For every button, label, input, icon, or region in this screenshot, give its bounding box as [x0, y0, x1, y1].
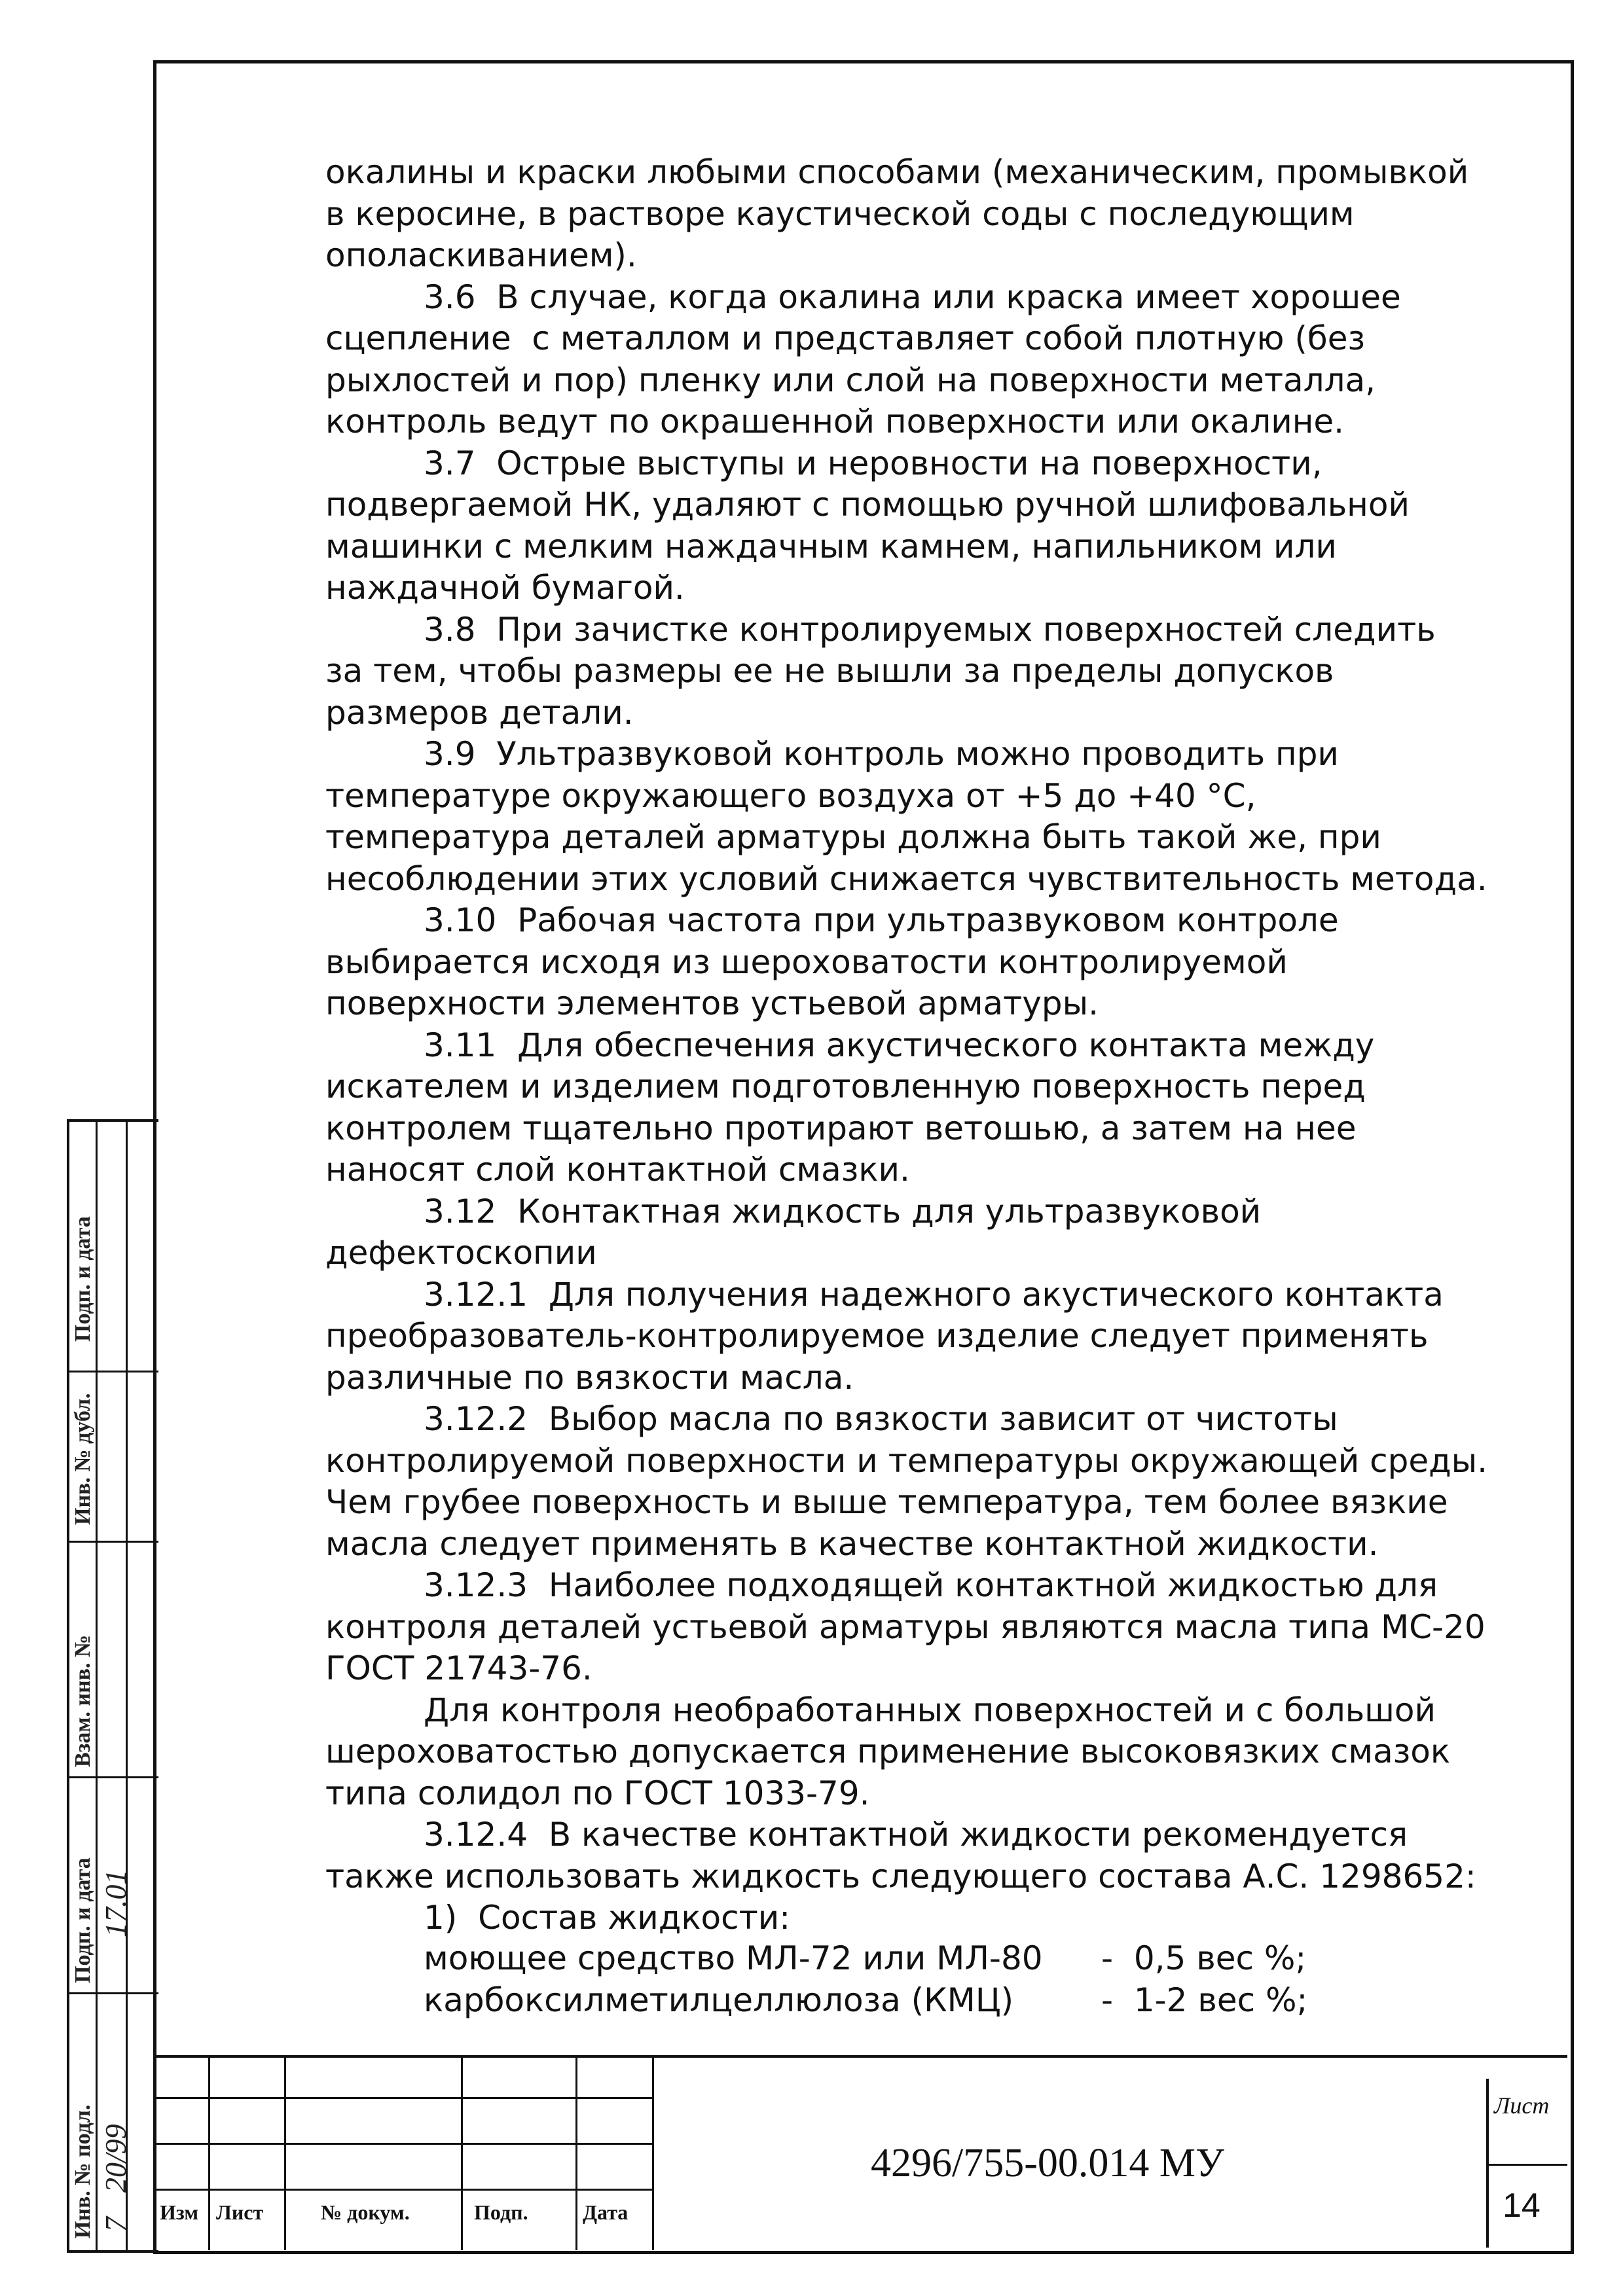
- tb-divider: [284, 2058, 286, 2250]
- text-line: 3.12.4 В качестве контактной жидкости рекомендуется: [424, 1816, 1408, 1854]
- text-line: размеров детали.: [325, 693, 634, 732]
- text-line: также использовать жидкость следующего состава А.С. 1298652:: [325, 1857, 1476, 1895]
- text-line: различные по вязкости масла.: [325, 1358, 854, 1397]
- text-line: 3.12.2 Выбор масла по вязкости зависит от чистоты: [424, 1400, 1338, 1438]
- text-line: за тем, чтобы размеры ее не вышли за пределы допусков: [325, 652, 1334, 690]
- tb-divider: [575, 2058, 577, 2250]
- text-line: поверхности элементов устьевой арматуры.: [325, 984, 1099, 1022]
- composition-row: [325, 1981, 1465, 2023]
- text-line: контроля деталей устьевой арматуры являются масла типа МС-20: [325, 1607, 1486, 1646]
- component-name: моющее средство МЛ-72 или МЛ-80: [424, 1939, 1043, 1977]
- tb-col-izm: Изм: [160, 2200, 199, 2224]
- text-line: контролируемой поверхности и температуры окружающей среды.: [325, 1441, 1488, 1480]
- label-vzam-inv: Взам. инв. №: [71, 1634, 95, 1767]
- label-inv-podl: Инв. № подл.: [71, 2104, 95, 2238]
- label-podp-data: Подп. и дата: [71, 1216, 95, 1342]
- sheet-separator: [1486, 2164, 1567, 2166]
- label-inv-dubl: Инв. № дубл.: [71, 1393, 95, 1525]
- title-block-top-line: [654, 2055, 1567, 2058]
- text-line: типа солидол по ГОСТ 1033-79.: [325, 1774, 870, 1812]
- sheet-number: 14: [1503, 2187, 1541, 2225]
- text-line: искателем и изделием подготовленную поверхность перед: [325, 1067, 1366, 1105]
- tb-row-divider: [153, 2097, 654, 2099]
- text-line: 3.8 При зачистке контролируемых поверхностей следить: [424, 610, 1436, 649]
- sign-date: 17.01: [99, 1869, 132, 1937]
- tb-row-divider: [153, 2143, 654, 2145]
- tb-divider: [652, 2058, 654, 2250]
- text-line: окалины и краски любыми способами (механическим, промывкой: [325, 153, 1469, 191]
- margin-row-divider: [69, 1371, 158, 1372]
- text-line: ГОСТ 21743-76.: [325, 1649, 593, 1687]
- text-line: дефектоскопии: [325, 1234, 597, 1272]
- tb-col-podp: Подп.: [474, 2200, 528, 2224]
- text-line: ополаскиванием).: [325, 236, 637, 274]
- text-line: рыхлостей и пор) пленку или слой на поверхности металла,: [325, 361, 1376, 399]
- text-line: контроль ведут по окрашенной поверхности или окалине.: [325, 403, 1345, 440]
- text-line: 1) Состав жидкости:: [424, 1899, 791, 1937]
- inv-value: 7: [99, 2217, 132, 2232]
- text-line: 3.12.3 Наиболее подходящей контактной жидкостью для: [424, 1566, 1438, 1604]
- component-amount: - 1-2 вес %;: [1101, 1981, 1308, 2019]
- text-line: сцепление с металлом и представляет собой плотную (без: [325, 319, 1366, 357]
- sheet-label: Лист: [1494, 2092, 1550, 2119]
- text-line: температуре окружающего воздуха от +5 до +40 °С,: [325, 776, 1256, 815]
- tb-divider: [208, 2058, 210, 2250]
- text-line: в керосине, в растворе каустической соды с последующим: [325, 194, 1355, 233]
- margin-row-divider: [69, 1992, 158, 1994]
- text-line: 3.11 Для обеспечения акустического контакта между: [424, 1026, 1375, 1064]
- text-line: 3.6 В случае, когда окалина или краска имеет хорошее: [424, 278, 1401, 316]
- text-line: шероховатостью допускается применение высоковязких смазок: [325, 1732, 1451, 1770]
- margin-row-divider: [69, 1776, 158, 1778]
- text-line: 3.7 Острые выступы и неровности на поверхности,: [424, 444, 1322, 482]
- text-line: 3.10 Рабочая частота при ультразвуковом контроле: [424, 901, 1339, 939]
- document-code: 4296/755-00.014 МУ: [871, 2141, 1224, 2185]
- margin-col-divider: [96, 1122, 98, 2250]
- tb-col-data: Дата: [583, 2200, 629, 2224]
- text-line: несоблюдении этих условий снижается чувствительность метода.: [325, 859, 1487, 898]
- text-line: машинки с мелким наждачным камнем, напильником или: [325, 527, 1337, 565]
- text-line: Для контроля необработанных поверхностей и с большой: [424, 1691, 1436, 1729]
- margin-row-divider: [69, 1541, 158, 1543]
- margin-col-divider: [126, 1122, 128, 2250]
- composition-list: [325, 1939, 1465, 2022]
- text-line: выбирается исходя из шероховатости контролируемой: [325, 942, 1288, 981]
- tb-col-doc: № докум.: [321, 2200, 410, 2224]
- component-name: карбоксилметилцеллюлоза (КМЦ): [424, 1981, 1014, 2019]
- text-line: наносят слой контактной смазки.: [325, 1151, 910, 1189]
- text-line: Чем грубее поверхность и выше температура, тем более вязкие: [325, 1483, 1448, 1521]
- text-line: температура деталей арматуры должна быть такой же, при: [325, 818, 1381, 856]
- tb-row-divider: [153, 2189, 654, 2191]
- component-amount: - 0,5 вес %;: [1101, 1939, 1307, 1977]
- text-line: 3.12.1 Для получения надежного акустического контакта: [424, 1275, 1444, 1314]
- text-line: масла следует применять в качестве контактной жидкости.: [325, 1524, 1379, 1563]
- text-line: подвергаемой НК, удаляют с помощью ручной шлифовальной: [325, 486, 1410, 524]
- tb-divider: [461, 2058, 463, 2250]
- composition-row: [325, 1939, 1465, 1981]
- text-line: 3.9 Ультразвуковой контроль можно проводить при: [424, 735, 1339, 773]
- document-body: [325, 152, 1488, 1939]
- inv-date: 20/99: [99, 2124, 132, 2193]
- text-line: контролем тщательно протирают ветошью, а затем на нее: [325, 1109, 1357, 1147]
- text-line: преобразователь-контролируемое изделие следует применять: [325, 1317, 1429, 1355]
- text-line: наждачной бумагой.: [325, 569, 685, 607]
- text-line: 3.12 Контактная жидкость для ультразвуковой: [424, 1192, 1262, 1230]
- label-podp-data-2: Подп. и дата: [71, 1857, 95, 1983]
- tb-col-list: Лист: [216, 2200, 264, 2224]
